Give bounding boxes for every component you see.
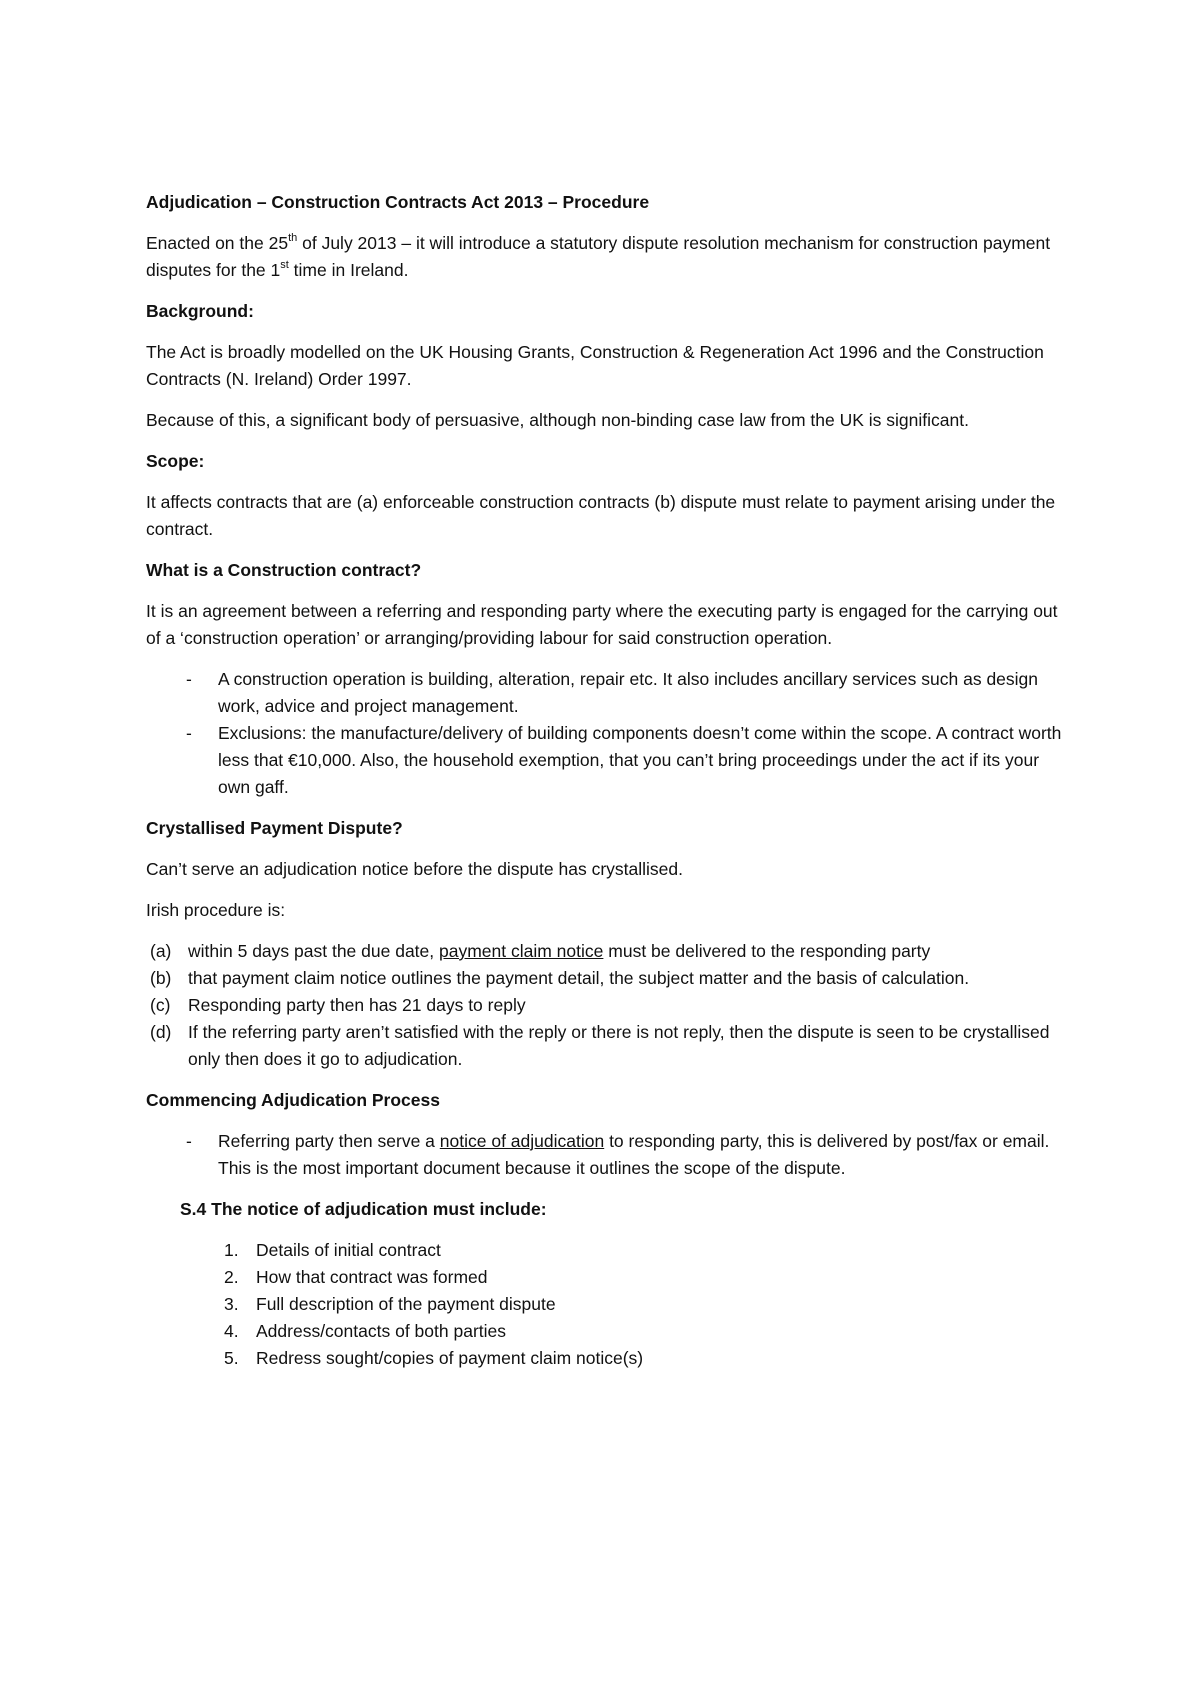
list-marker: (b) <box>150 968 172 988</box>
list-marker: (c) <box>150 995 171 1015</box>
list-item-text-post: to responding party, this is delivered by post/fax or email. This is the most important document because it outlines the scope of the dispute. <box>218 1131 1050 1178</box>
list-item <box>146 1128 1076 1182</box>
intro-sup-th: th <box>288 232 298 245</box>
list-item <box>146 720 1076 801</box>
list-item-text: Responding party then has 21 days to reply <box>188 995 526 1015</box>
intro-text-b: of July 2013 – it will introduce a statutory dispute resolution mechanism for construction payment disputes for the 1 <box>146 233 1051 280</box>
notice-requirements-list <box>146 1237 1076 1372</box>
notice-requirements-heading: S.4 The notice of adjudication must include: <box>180 1199 547 1219</box>
list-item-text: How that contract was formed <box>256 1267 488 1287</box>
list-item-text-post: must be delivered to the responding party <box>603 941 931 961</box>
irish-procedure-list <box>146 938 1076 1073</box>
list-item-text: Details of initial contract <box>256 1240 441 1260</box>
list-marker: 3. <box>224 1294 239 1314</box>
list-item-text: If the referring party aren’t satisfied with the reply or there is not reply, then the dispute is seen to be crystallised only then does it go to adjudication. <box>188 1022 1050 1069</box>
construction-contract-bullets <box>146 666 1076 801</box>
list-item-text-pre: Referring party then serve a <box>218 1131 440 1151</box>
list-item-text: that payment claim notice outlines the payment detail, the subject matter and the basis of calculation. <box>188 968 970 988</box>
payment-claim-notice-term: payment claim notice <box>439 941 604 961</box>
list-marker: 2. <box>224 1267 239 1287</box>
construction-contract-paragraph: It is an agreement between a referring and responding party where the executing party is engaged for the carrying out of a ‘construction operation’ or arranging/providing labour for said construction operation. <box>146 601 1058 648</box>
commencing-heading: Commencing Adjudication Process <box>146 1090 440 1110</box>
list-item-text: Address/contacts of both parties <box>256 1321 506 1341</box>
bullet-marker: - <box>186 723 192 743</box>
list-item-text: Exclusions: the manufacture/delivery of building components doesn’t come within the scope. A contract worth less that €10,000. Also, the household exemption, that you can’t bring proceedings under the act if its your own gaff. <box>218 723 1062 797</box>
list-item <box>146 666 1076 720</box>
list-item-text: Redress sought/copies of payment claim notice(s) <box>256 1348 644 1368</box>
list-item <box>146 992 1076 1019</box>
list-item <box>146 1237 1076 1264</box>
list-marker: 4. <box>224 1321 239 1341</box>
list-item <box>146 1291 1076 1318</box>
list-item <box>146 1019 1076 1073</box>
scope-heading: Scope: <box>146 451 205 471</box>
list-item <box>146 938 1076 965</box>
bullet-marker: - <box>186 1131 192 1151</box>
scope-paragraph: It affects contracts that are (a) enforceable construction contracts (b) dispute must relate to payment arising under the contract. <box>146 492 1056 539</box>
list-marker: 5. <box>224 1348 239 1368</box>
list-marker: (a) <box>150 941 172 961</box>
list-item-text: A construction operation is building, alteration, repair etc. It also includes ancillary services such as design work, advice and project management. <box>218 669 1039 716</box>
document-page <box>146 189 1076 1386</box>
intro-sup-st: st <box>280 259 289 272</box>
list-item <box>146 1345 1076 1372</box>
background-paragraph-2: Because of this, a significant body of persuasive, although non-binding case law from the UK is significant. <box>146 410 969 430</box>
list-item <box>146 1318 1076 1345</box>
list-item-text: Full description of the payment dispute <box>256 1294 556 1314</box>
commencing-bullets <box>146 1128 1076 1182</box>
intro-text-c: time in Ireland. <box>288 260 409 280</box>
background-paragraph-1: The Act is broadly modelled on the UK Housing Grants, Construction & Regeneration Act 1996 and the Construction Contracts (N. Ireland) Order 1997. <box>146 342 1044 389</box>
intro-paragraph <box>146 230 1076 284</box>
list-item-text-pre: within 5 days past the due date, <box>188 941 439 961</box>
bullet-marker: - <box>186 669 192 689</box>
list-marker: 1. <box>224 1240 239 1260</box>
crystallised-paragraph-1: Can’t serve an adjudication notice before the dispute has crystallised. <box>146 859 683 879</box>
notice-of-adjudication-term: notice of adjudication <box>439 1131 605 1151</box>
crystallised-heading: Crystallised Payment Dispute? <box>146 818 403 838</box>
document-title: Adjudication – Construction Contracts Act 2013 – Procedure <box>146 192 650 212</box>
construction-contract-heading: What is a Construction contract? <box>146 560 422 580</box>
list-item <box>146 965 1076 992</box>
list-item <box>146 1264 1076 1291</box>
background-heading: Background: <box>146 301 254 321</box>
intro-text-a: Enacted on the 25 <box>146 233 289 253</box>
list-marker: (d) <box>150 1022 172 1042</box>
crystallised-paragraph-2: Irish procedure is: <box>146 900 286 920</box>
